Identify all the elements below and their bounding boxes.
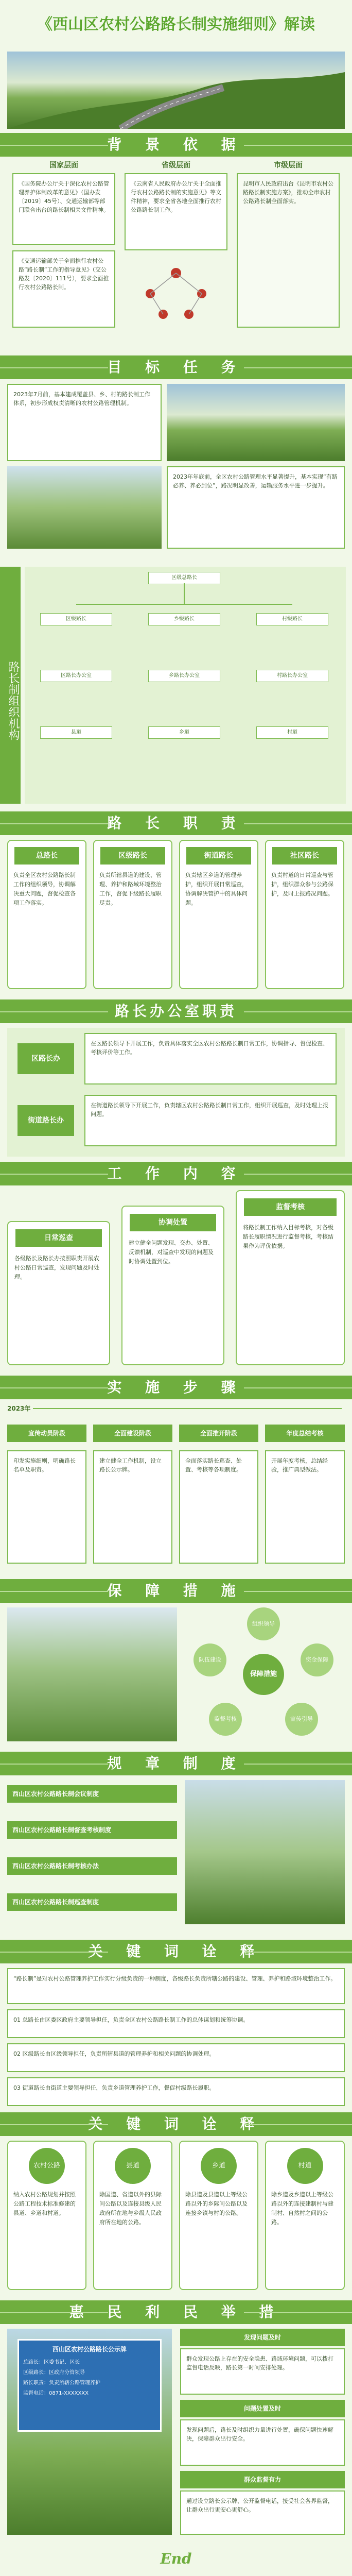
road-illustration	[7, 52, 345, 129]
level-provincial: 省级层面	[162, 161, 190, 170]
office-1-text: 在区路长领导下开展工作，负责具体落实全区农村公路路长制日常工作，协调指导、督促检查、考核评价等工作。	[84, 1033, 337, 1084]
step-4-text: 开展年度考核，总结经验，推广典型做法。	[265, 1450, 345, 1564]
provincial-text: 《云南省人民政府办公厅关于全面推行农村公路路长制的实施意见》等文件精神，要求全省各地全面推行农村公路路长制工作。	[125, 173, 227, 250]
guarantee-diagram	[182, 1607, 345, 1741]
step-3-name: 全面推开阶段	[179, 1425, 258, 1442]
org-line	[76, 604, 292, 605]
work-3-text: 将路长制工作纳入目标考核，对各级路长履职情况进行监督考核，考核结果作为评优依据。	[243, 1224, 333, 1249]
goal-1-text: 2023年7月前，基本建成覆盖县、乡、村的路长制工作体系，初步形成权责清晰的农村公路管理机制。	[7, 384, 162, 461]
page-title: 《西山区农村公路路长制实施细则》解读	[37, 15, 315, 33]
step-2-name: 全面建设阶段	[93, 1425, 172, 1442]
level-national: 国家层面	[49, 161, 78, 170]
sign-row: 路长职责：负责所辖公路管理养护	[23, 2380, 100, 2386]
term-2: 01 总路长由区委区政府主要领导担任，负责全区农村公路路长制工作的总体谋划和统筹协调。	[7, 2009, 345, 2038]
work-section	[7, 1190, 345, 1370]
sign-board	[17, 2339, 162, 2432]
term-4: 03 街道路长由街道主要领导担任，负责乡道管理养护工作，督促村级路长履职。	[7, 2077, 345, 2106]
benefit-2-name: 问题处置及时	[180, 2400, 345, 2417]
duty-card	[7, 840, 86, 989]
duty-section	[7, 840, 345, 994]
term2-card	[93, 2141, 172, 2290]
duty-text: 负责村道的日常巡查与管护，组织群众参与公路保护，及时上报路况问题。	[271, 872, 333, 897]
term2-name: 农村公路	[29, 2148, 65, 2184]
term2-text: 除国道、省道以外的县际间公路以及连接县级人民政府所在地与乡级人民政府所在地的公路。	[99, 2191, 162, 2226]
org-side-2: 乡道	[148, 726, 220, 739]
term-3: 02 区级路长由区级领导担任，负责所辖县道的管理养护和相关问题的协调处理。	[7, 2043, 345, 2072]
duty-card	[179, 840, 258, 989]
national-text-b: 《交通运输部关于全面推行农村公路“路长制”工作的指导意见》（交公路发〔2020〕111号），要求全面推行农村公路路长制。	[12, 250, 115, 328]
rule-item: 西山区农村公路路长制督查考核制度	[7, 1821, 177, 1839]
rules-bridge-image	[185, 1780, 345, 1924]
sign-row: 区级路长：区政府分管领导	[23, 2370, 85, 2376]
duty-text: 负责全区农村公路路长制工作的组织领导，协调解决重大问题，督促检查各项工作落实。	[13, 872, 76, 906]
guarantee-section	[7, 1607, 345, 1747]
section-duty-title: 路 长 职 责	[0, 811, 352, 835]
section-terms2-title: 关 键 词 诠 释	[0, 2112, 352, 2136]
guarantee-center: 保障措施	[243, 1654, 284, 1695]
term2-name: 县道	[115, 2148, 151, 2184]
terms2-section	[7, 2141, 345, 2295]
benefit-3-text: 通过设立路长公示牌、公开监督电话，接受社会各界监督，让群众出行更安心更舒心。	[180, 2490, 345, 2535]
goal-2-text: 2023年年底前，全区农村公路管理水平显著提升，基本实现“有路必养、养必到位”，路况明显改善，运输服务水平进一步提升。	[167, 466, 345, 549]
timeline-line	[33, 1408, 342, 1409]
goal-highway-image	[7, 466, 162, 549]
steps-section	[7, 1404, 345, 1574]
guarantee-item: 队伍建设	[193, 1643, 226, 1676]
org-right-2: 乡路长办公室	[148, 670, 220, 682]
org-side-3: 村道	[256, 726, 328, 739]
rule-item: 西山区农村公路路长制会议制度	[7, 1785, 177, 1803]
terms-section	[7, 1968, 345, 2107]
step-4-name: 年度总结考核	[265, 1425, 345, 1442]
level-city: 市级层面	[274, 161, 303, 170]
work-3-name: 监督考核	[244, 1198, 337, 1216]
office-1-name: 区路长办	[17, 1043, 74, 1074]
duty-name: 街道路长	[186, 847, 251, 865]
office-section	[7, 1028, 345, 1157]
step-3-text: 全面落实路长巡查、处置、考核等各项制度。	[179, 1450, 258, 1564]
rule-item: 西山区农村公路路长制考核办法	[7, 1857, 177, 1875]
benefit-section	[7, 2329, 345, 2545]
benefit-3-name: 群众监督有力	[180, 2471, 345, 2488]
term2-text: 除乡道及乡道以上等级公路以外的连接建制村与建制村、自然村之间的公路。	[271, 2191, 333, 2226]
people-network-image	[135, 258, 217, 325]
guarantee-item: 宣传引导	[285, 1703, 318, 1736]
org-top: 区级总路长	[148, 572, 220, 584]
term-1: “路长制”是对农村公路管理养护工作实行分级负责的一种制度，各级路长负责所辖公路的建设、管理、养护和路域环境整治工作。	[7, 1968, 345, 2004]
steps-date: 2023年	[7, 1405, 31, 1412]
benefit-1-name: 发现问题及时	[180, 2329, 345, 2346]
duty-card	[93, 840, 172, 989]
term2-text: 除县道及县道以上等级公路以外的乡际间公路以及连接乡镇与村的公路。	[185, 2191, 248, 2216]
goal-village-image	[167, 384, 345, 461]
org-mid-2: 乡级路长	[148, 613, 220, 625]
term2-card	[7, 2141, 86, 2290]
term2-name: 村道	[287, 2148, 323, 2184]
duty-text: 负责所辖县道的建设、管理、养护和路域环境整治工作，督促下级路长履职尽责。	[99, 872, 162, 906]
section-benefit-title: 惠 民 利 民 举 措	[0, 2300, 352, 2324]
guarantee-item: 监督考核	[209, 1703, 242, 1736]
work-2-text: 建立健全问题发现、交办、处置、反馈机制，对巡查中发现的问题及时协调处置到位。	[129, 1240, 214, 1265]
section-steps-title: 实 施 步 骤	[0, 1376, 352, 1399]
section-guarantee-title: 保 障 措 施	[0, 1579, 352, 1603]
section-goal-title: 目 标 任 务	[0, 355, 352, 379]
section-org-title: 路长制组织机构	[0, 567, 21, 804]
section-office-title: 路长办公室职责	[0, 999, 352, 1023]
sign-row: 总路长：区委书记、区长	[23, 2360, 80, 2365]
term2-card	[179, 2141, 258, 2290]
step-2-text: 建立健全工作机制，设立路长公示牌。	[93, 1450, 172, 1564]
org-line	[184, 583, 185, 604]
goal-section	[7, 384, 345, 569]
benefit-2-text: 发现问题后，路长及时组织力量进行处置，确保问题快速解决，保障群众出行安全。	[180, 2419, 345, 2466]
work-2-name: 协调处置	[130, 1214, 216, 1231]
guarantee-town-image	[7, 1607, 177, 1741]
term2-name: 乡道	[201, 2148, 237, 2184]
step-1-text: 印发实施细则，明确路长名单及职责。	[7, 1450, 86, 1564]
end-mark: End	[160, 2550, 192, 2567]
rule-item: 西山区农村公路路长制巡查制度	[7, 1893, 177, 1911]
guarantee-item: 资金保障	[301, 1643, 333, 1676]
duty-name: 社区路长	[272, 847, 337, 865]
org-mid-3: 村级路长	[256, 613, 328, 625]
office-2-name: 街道路长办	[17, 1105, 74, 1136]
hero-road-image	[7, 52, 345, 129]
people-network-icon	[135, 258, 217, 325]
guarantee-item: 组织领导	[247, 1607, 280, 1640]
national-text-a: 《国务院办公厅关于深化农村公路管理养护体制改革的意见》（国办发〔2019〕45号）、交通运输部等部门联合出台的路长制相关文件精神。	[12, 173, 115, 245]
background-section	[7, 160, 345, 350]
org-chart	[25, 567, 346, 804]
work-card	[7, 1221, 110, 1365]
work-1-name: 日常巡查	[15, 1229, 102, 1247]
org-mid-1: 区级路长	[40, 613, 112, 625]
term2-card	[265, 2141, 345, 2290]
duty-name: 总路长	[14, 847, 79, 865]
sign-board-scene	[7, 2329, 172, 2535]
benefit-1-text: 群众发现公路上存在的安全隐患、路域环境问题，可以拨打监督电话反映，路长第一时间安排处理。	[180, 2348, 345, 2395]
office-2-text: 在街道路长领导下开展工作，负责辖区农村公路路长制日常工作，组织开展巡查，及时处理上报问题。	[84, 1095, 337, 1146]
duty-name: 区级路长	[100, 847, 165, 865]
rules-section	[7, 1780, 345, 1935]
section-rules-title: 规 章 制 度	[0, 1752, 352, 1775]
city-text: 昆明市人民政府出台《昆明市农村公路路长制实施方案》，推动全市农村公路路长制全面落实。	[237, 173, 340, 328]
duty-text: 负责辖区乡道的管理养护，组织开展日常巡查，协调解决管护中的具体问题。	[185, 872, 248, 906]
org-side-1: 县道	[40, 726, 112, 739]
org-right-3: 村路长办公室	[256, 670, 328, 682]
section-work-title: 工 作 内 容	[0, 1162, 352, 1185]
work-card	[236, 1190, 345, 1365]
org-right-1: 区路长办公室	[40, 670, 112, 682]
step-1-name: 宣传动员阶段	[7, 1425, 86, 1442]
term2-text: 纳入农村公路规划并按照公路工程技术标准修建的县道、乡道和村道。	[13, 2191, 76, 2216]
section-background-title: 背 景 依 据	[0, 133, 352, 157]
work-1-text: 各级路长及路长办按照职责开展农村公路日常巡查，发现问题及时处理。	[14, 1255, 99, 1280]
sign-title: 西山区农村公路路长公示牌	[52, 2346, 127, 2353]
duty-card	[265, 840, 344, 989]
sign-row: 监督电话：0871-XXXXXXX	[23, 2391, 89, 2396]
work-card	[121, 1206, 224, 1365]
section-terms-title: 关 键 词 诠 释	[0, 1940, 352, 1963]
